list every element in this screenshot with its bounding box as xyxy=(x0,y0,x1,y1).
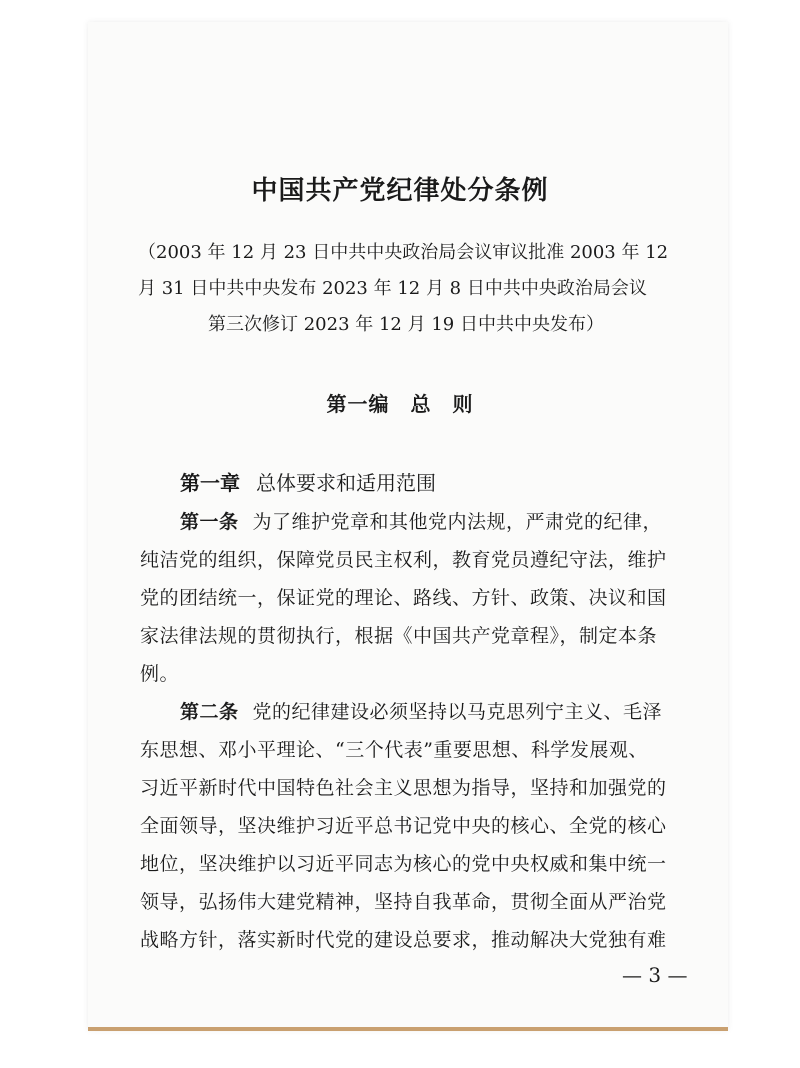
subtitle-line-2: 月 31 日中共中央发布 2023 年 12 月 8 日中共中央政治局会议 xyxy=(138,278,647,299)
article-1-line: 例。 xyxy=(140,663,180,685)
article-2-line: 东思想、邓小平理论、“三个代表”重要思想、科学发展观、 xyxy=(140,739,648,761)
article-1-line: 家法律法规的贯彻执行，根据《中国共产党章程》，制定本条 xyxy=(140,625,658,647)
article-2-text: 党的纪律建设必须坚持以马克思列宁主义、毛泽 xyxy=(252,701,663,723)
article-2-line: 全面领导，坚决维护习近平总书记党中央的核心、全党的核心 xyxy=(140,815,667,837)
part-heading: 第一编 总 则 xyxy=(326,392,474,416)
article-2-line: 地位，坚决维护以习近平同志为核心的党中央权威和集中统一 xyxy=(140,853,667,875)
article-1-text: 为了维护党章和其他党内法规，严肃党的纪律， xyxy=(252,511,663,533)
chapter-heading xyxy=(180,467,436,496)
subtitle-line-1: （2003 年 12 月 23 日中共中央政治局会议审议批准 2003 年 12 xyxy=(138,242,669,263)
article-1-line: 党的团结统一，保证党的理论、路线、方针、政策、决议和国 xyxy=(140,587,667,609)
chapter-number: 第一章 xyxy=(180,471,240,495)
article-2-line: 习近平新时代中国特色社会主义思想为指导，坚持和加强党的 xyxy=(140,777,667,799)
article-1-line: 纯洁党的组织，保障党员民主权利，教育党员遵纪守法，维护 xyxy=(140,549,667,571)
article-2-line: 领导，弘扬伟大建党精神，坚持自我革命，贯彻全面从严治党 xyxy=(140,891,667,913)
article-1-label: 第一条 xyxy=(180,511,239,533)
article-2-first-line xyxy=(180,697,662,724)
document-title: 中国共产党纪律处分条例 xyxy=(251,176,549,206)
article-1-first-line xyxy=(180,507,662,534)
page-number: — 3 — xyxy=(622,963,688,987)
article-2-label: 第二条 xyxy=(180,701,239,723)
article-2-line: 战略方针，落实新时代党的建设总要求，推动解决大党独有难 xyxy=(140,929,667,951)
chapter-title: 总体要求和适用范围 xyxy=(256,471,436,495)
subtitle-line-3: 第三次修订 2023 年 12 月 19 日中共中央发布） xyxy=(208,314,604,335)
paper-edge xyxy=(88,1027,728,1031)
